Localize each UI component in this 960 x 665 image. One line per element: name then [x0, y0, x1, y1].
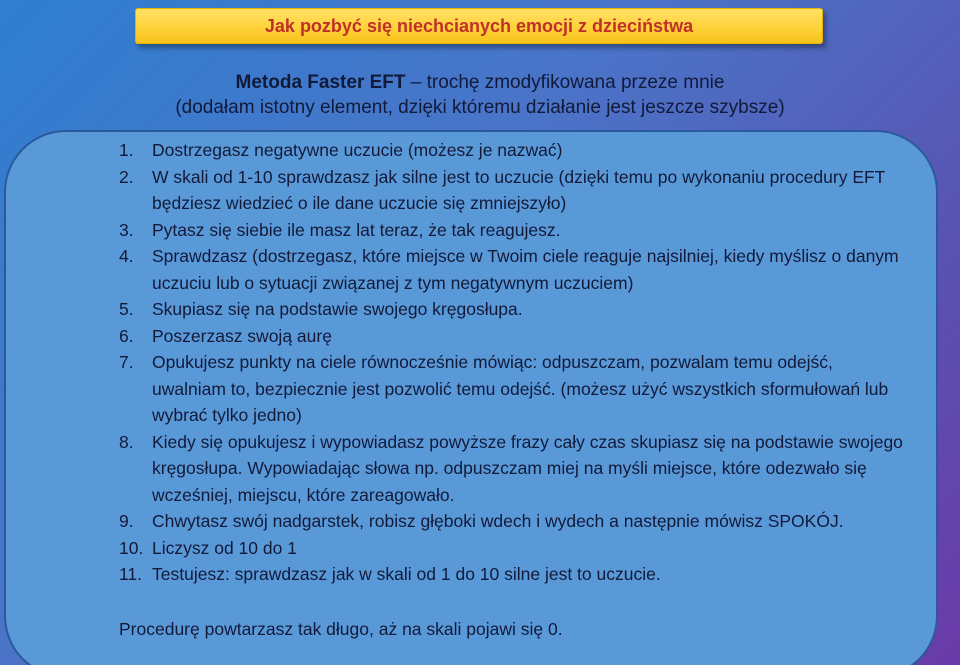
step-text: Kiedy się opukujesz i wypowiadasz powyższe frazy cały czas skupiasz się na podstawie swojego kręgosłupa. Wypowiadając słowa np. odpuszczam miej na myśli miejsce, które odezwało się wcześniej, miejscu, które zareagowało. [152, 431, 903, 505]
step-text: Pytasz się siebie ile masz lat teraz, że tak reagujesz. [152, 219, 561, 240]
step-number: 2. [119, 166, 134, 187]
step-text: Poszerzasz swoją aurę [152, 325, 332, 346]
subtitle-line-2: (dodałam istotny element, dzięki któremu działanie jest jeszcze szybsze) [175, 97, 785, 118]
step-text: Dostrzegasz negatywne uczucie (możesz je nazwać) [152, 140, 563, 160]
subtitle-line-1-rest: – trochę zmodyfikowana przeze mnie [405, 72, 725, 93]
list-item [119, 217, 909, 244]
list-item [119, 349, 909, 429]
step-number: 11. [119, 564, 143, 584]
method-name: Metoda Faster EFT [235, 72, 406, 93]
step-number: 3. [119, 219, 134, 240]
step-number: 8. [119, 431, 134, 452]
step-number: 9. [119, 511, 134, 531]
step-number: 1. [119, 140, 134, 160]
closing-note: Procedurę powtarzasz tak długo, aż na skali pojawi się 0. [119, 619, 563, 639]
step-text: Liczysz od 10 do 1 [152, 537, 297, 558]
step-number: 10. [119, 537, 144, 558]
step-text: Chwytasz swój nadgarstek, robisz głęboki wdech i wydech a następnie mówisz SPOKÓJ. [152, 511, 844, 531]
list-item [119, 429, 909, 509]
steps-list [119, 137, 909, 588]
step-text: Opukujesz punkty na ciele równocześnie mówiąc: odpuszczam, pozwalam temu odejść, uwalniam to, bezpiecznie jest pozwolić temu odejść. (możesz użyć wszystkich sformułowań lub wybrać tylko jedno) [152, 352, 889, 425]
list-item [119, 535, 909, 562]
title-banner [135, 8, 823, 44]
subtitle-line-1 [0, 70, 960, 95]
list-item [119, 164, 909, 217]
slide-title: Jak pozbyć się niechcianych emocji z dzieciństwa [264, 15, 694, 36]
subtitle [0, 70, 960, 120]
list-item [119, 296, 909, 323]
step-text: Testujesz: sprawdzasz jak w skali od 1 do 10 silne jest to uczucie. [152, 564, 661, 584]
step-number: 5. [119, 299, 134, 319]
list-item [119, 508, 909, 535]
list-item [119, 137, 909, 164]
list-item [119, 323, 909, 350]
step-text: Sprawdzasz (dostrzegasz, które miejsce w Twoim ciele reaguje najsilniej, kiedy myślisz o danym uczuciu lub o sytuacji związanej z tym negatywnym uczuciem) [152, 246, 899, 293]
step-number: 6. [119, 325, 134, 346]
list-item [119, 561, 909, 588]
step-number: 4. [119, 246, 134, 266]
list-item [119, 243, 909, 296]
step-text: W skali od 1-10 sprawdzasz jak silne jest to uczucie (dzięki temu po wykonaniu procedury EFT będziesz wiedzieć o ile dane uczucie się zmniejszyło) [152, 166, 886, 213]
step-number: 7. [119, 352, 134, 372]
step-text: Skupiasz się na podstawie swojego kręgosłupa. [152, 299, 523, 319]
